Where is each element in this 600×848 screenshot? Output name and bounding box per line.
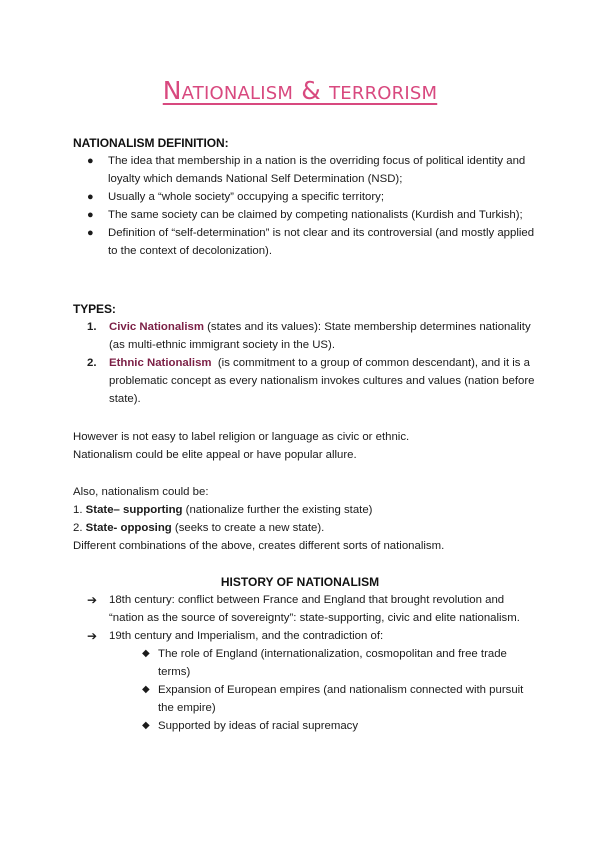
history-sublist [109,645,537,735]
page-title: Nationalism & terrorism [162,76,438,105]
diamond-icon: ◆ [142,720,150,731]
sub-list-item: ◆ The role of England (internationalization, cosmopolitan and free trade terms) [142,645,537,681]
diamond-icon: ◆ [142,684,150,695]
history-list [87,591,537,735]
history-heading: HISTORY OF NATIONALISM [220,575,380,589]
list-item: 2. Ethnic Nationalism (is commitment to a group of common descendant), and it is a problematic concept as every nationalism invokes cultures and values (nation before state). [87,357,538,405]
definition-list [87,152,537,260]
state-supporting-line: 1. State– supporting (nationalize further the existing state) [73,504,373,516]
bullet-icon: ● [87,155,94,167]
list-item: ● The same society can be claimed by competing nationalists (Kurdish and Turkish); [87,206,537,224]
arrow-icon: ➔ [87,629,98,643]
types-heading: TYPES: [73,302,116,316]
types-list [87,318,537,408]
paragraph-state-types: Also, nationalism could be: 1. State– supporting (nationalize further the existing state) 2. State- opposing (seeks to create a new state). Different combinations of the above, creates different sorts of nationalism. [73,483,553,555]
sub-list-item: ◆ Expansion of European empires (and nationalism connected with pursuit the empire) [142,681,537,717]
bullet-icon: ● [87,191,94,203]
ethnic-term: Ethnic Nationalism [109,357,212,369]
list-item: 1. Civic Nationalism (states and its values): State membership determines nationality (as multi-ethnic immigrant society in the US). [87,321,531,351]
definition-heading: NATIONALISM DEFINITION: [73,136,229,150]
list-item: ● Definition of “self-determination” is not clear and its controversial (and mostly applied to the context of decolonization). [87,224,537,260]
list-item: ● The idea that membership in a nation is the overriding focus of political identity and loyalty which demands National Self Determination (NSD); [87,152,537,188]
list-item: ➔ 18th century: conflict between France and England that brought revolution and “nation as the source of sovereignty”: state-supporting, civic and elite nationalism. [87,593,520,624]
diamond-icon: ◆ [142,648,150,659]
bullet-icon: ● [87,209,94,221]
bullet-icon: ● [87,227,94,239]
civic-term: Civic Nationalism [109,321,204,333]
list-item: ➔ 19th century and Imperialism, and the contradiction of: ◆ The role of England (internationalization, cosmopolitan and free trade terms) ◆ Expansion of European empires (and nationalism connected with pursuit the empire) ◆ Supported by ideas of racial supremacy [87,627,537,735]
list-item: ● Usually a “whole society” occupying a specific territory; [87,188,537,206]
sub-list-item: ◆ Supported by ideas of racial supremacy [142,717,537,735]
state-opposing-line: 2. State- opposing (seeks to create a new state). [73,522,325,534]
arrow-icon: ➔ [87,593,98,607]
paragraph-labeling: However is not easy to label religion or language as civic or ethnic. Nationalism could be elite appeal or have popular allure. [73,431,410,461]
